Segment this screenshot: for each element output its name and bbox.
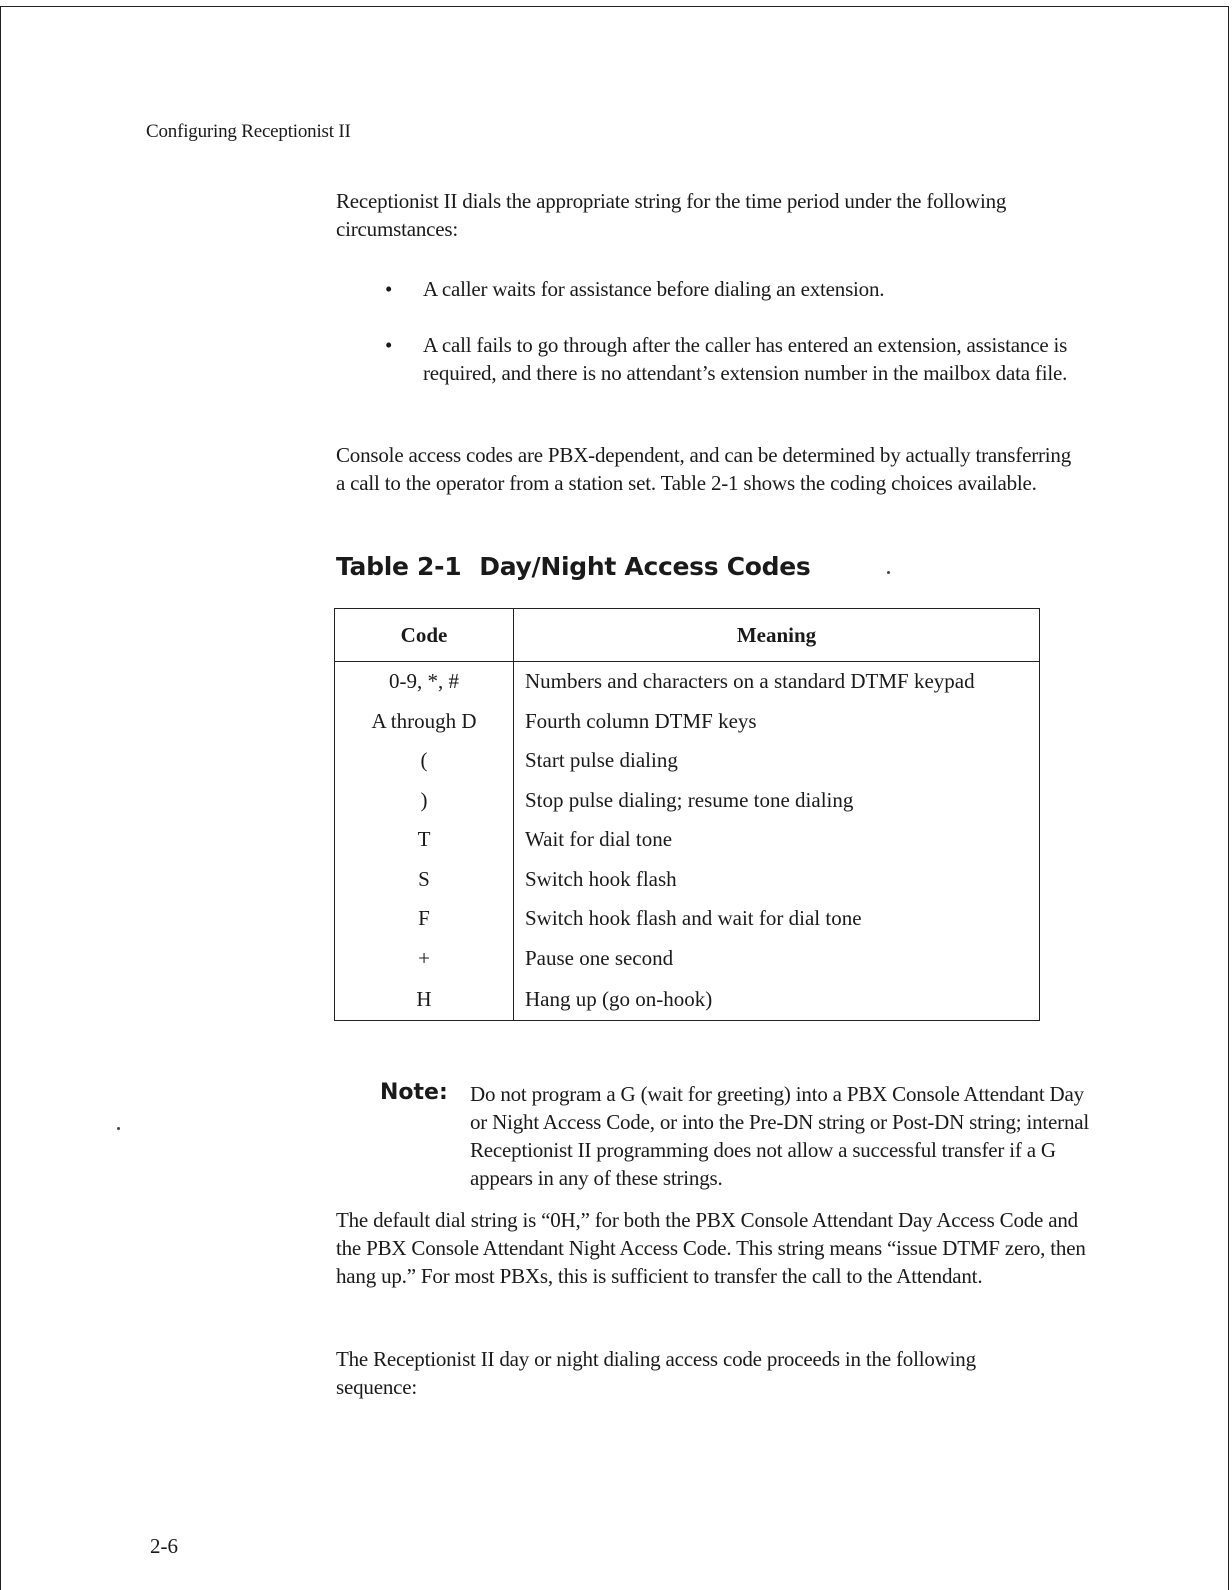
bullet-marker: • — [385, 333, 393, 357]
table-row — [335, 860, 1040, 900]
table-row — [335, 820, 1040, 860]
sequence-paragraph: The Receptionist II day or night dialing access code proceeds in the following sequence: — [336, 1347, 976, 1399]
page-number: 2-6 — [150, 1534, 178, 1558]
table-row — [335, 978, 1040, 1021]
scan-speck — [887, 571, 890, 574]
table-row — [335, 741, 1040, 781]
code-cell: T — [335, 820, 514, 860]
table-row — [335, 899, 1040, 939]
table-row — [335, 702, 1040, 742]
list-item-text: A caller waits for assistance before dialing an extension. — [423, 277, 885, 301]
table-row — [335, 662, 1040, 702]
code-cell: S — [335, 860, 514, 900]
intro-paragraph: Receptionist II dials the appropriate string for the time period under the following circumstances: — [336, 189, 1007, 241]
meaning-cell: Hang up (go on-hook) — [525, 986, 713, 1011]
running-head: Configuring Receptionist II — [146, 121, 351, 142]
meaning-cell: Numbers and characters on a standard DTMF keypad — [525, 669, 975, 694]
meaning-cell: Fourth column DTMF keys — [525, 708, 757, 733]
meaning-cell: Pause one second — [525, 945, 674, 970]
code-cell: A through D — [335, 702, 514, 742]
default-string-paragraph: The default dial string is “0H,” for both the PBX Console Attendant Day Access Code and the PBX Console Attendant Night Access Code. This string means “issue DTMF zero, then hang up.” For most PBXs, this is sufficient to transfer the call to the Attendant. — [336, 1208, 1086, 1288]
table-row — [335, 781, 1040, 821]
meaning-cell: Wait for dial tone — [525, 827, 673, 852]
list-item-text: A call fails to go through after the caller has entered an extension, assistance is required, and there is no attendant’s extension number in the mailbox data file. — [423, 333, 1068, 385]
table-row — [335, 939, 1040, 979]
code-cell: H — [335, 978, 514, 1021]
meaning-cell: Start pulse dialing — [525, 748, 678, 773]
code-cell: + — [335, 939, 514, 979]
meaning-cell: Switch hook flash and wait for dial tone — [525, 906, 862, 931]
note-label: Note: — [380, 1080, 448, 1105]
table-caption — [336, 552, 810, 581]
code-cell: ) — [335, 781, 514, 821]
note-text: Do not program a G (wait for greeting) into a PBX Console Attendant Day or Night Access Code, or into the Pre-DN string or Post-DN string; internal Receptionist II programming does not allow a successful transfer if a G appears in any of these strings. — [470, 1082, 1089, 1190]
scan-speck — [117, 1127, 120, 1130]
table-title: Day/Night Access Codes — [479, 552, 811, 581]
table-header-row — [335, 609, 1040, 662]
table-number: Table 2-1 — [336, 552, 462, 581]
column-header-code: Code — [335, 609, 514, 662]
code-cell: F — [335, 899, 514, 939]
access-codes-table — [334, 608, 1040, 1021]
code-cell: 0-9, *, # — [335, 662, 514, 702]
bullet-marker: • — [385, 277, 393, 301]
meaning-cell: Stop pulse dialing; resume tone dialing — [525, 787, 854, 812]
code-cell: ( — [335, 741, 514, 781]
meaning-cell: Switch hook flash — [525, 866, 677, 891]
column-header-meaning: Meaning — [514, 609, 1040, 662]
console-paragraph: Console access codes are PBX-dependent, and can be determined by actually transferring a call to the operator from a station set. Table 2-1 shows the coding choices available. — [336, 443, 1072, 495]
